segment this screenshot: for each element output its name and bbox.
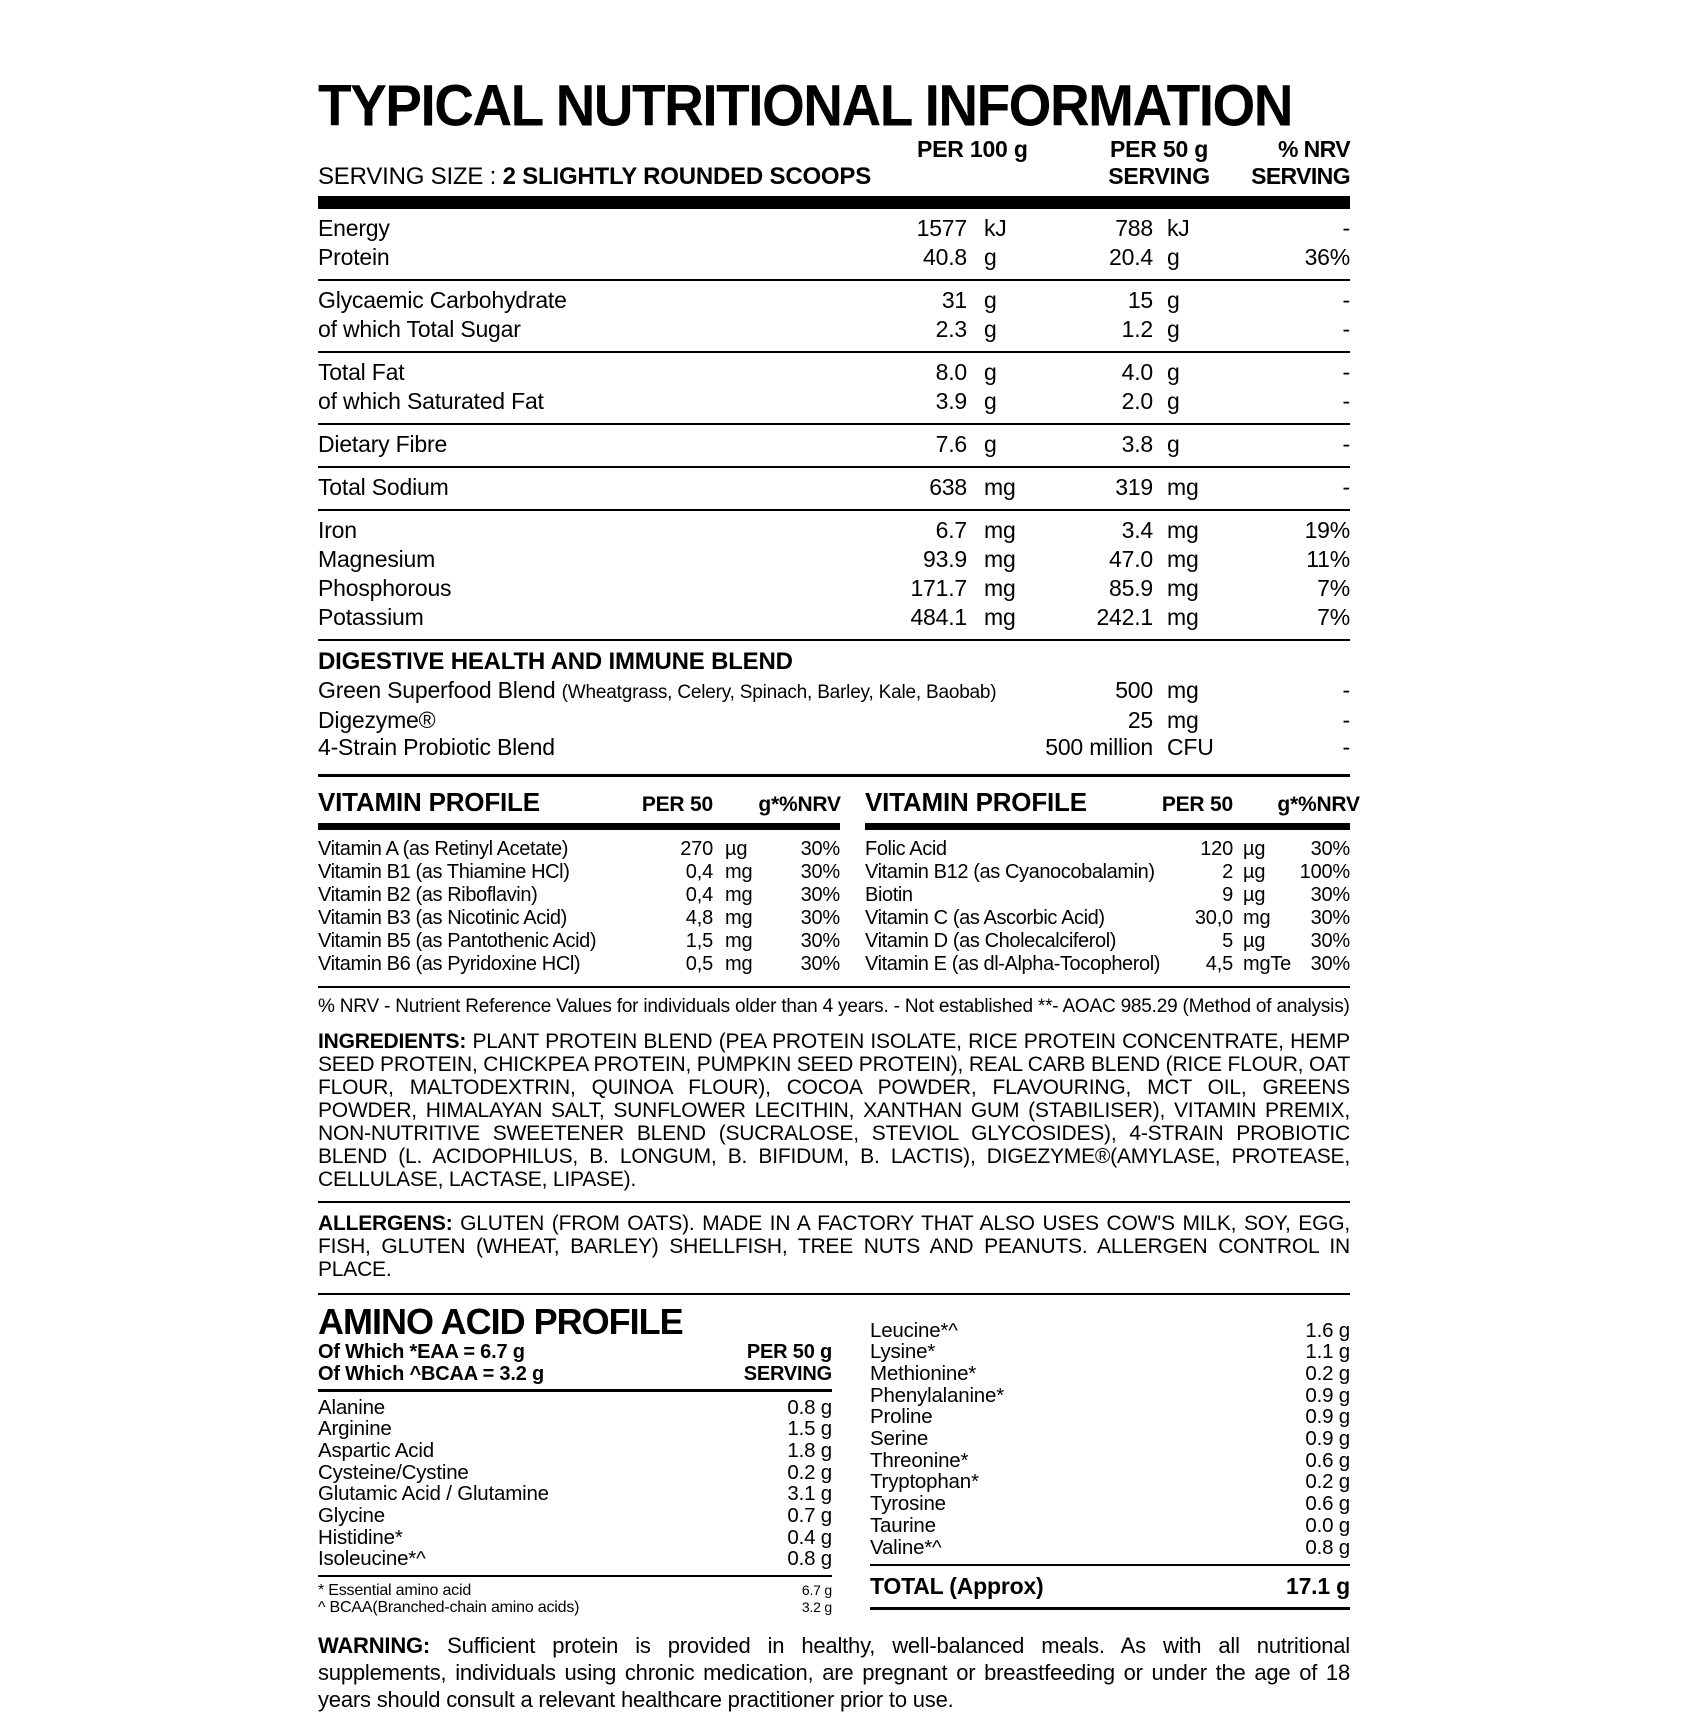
vitamin-name: Biotin [865, 883, 913, 906]
nrv-value: - [1342, 431, 1350, 457]
header-divider-bar [318, 196, 1350, 209]
eaa-line: Of Which *EAA = 6.7 g [318, 1340, 525, 1363]
vitamin-nrv: 30% [800, 883, 840, 906]
vitamin-name: Vitamin B2 (as Riboflavin) [318, 883, 538, 906]
amino-name: Tyrosine [870, 1492, 946, 1516]
amino-name: Lysine* [870, 1340, 936, 1364]
per50-value: 1.2 [1121, 316, 1153, 342]
vitamin-profile-section [318, 777, 1360, 988]
per50-value: 319 [1115, 474, 1153, 500]
vitamin-nrv: 30% [800, 837, 840, 860]
table-row [318, 358, 1350, 387]
nrv-value: - [1342, 734, 1350, 760]
vitamin-unit: mg [725, 952, 753, 975]
list-item [870, 1471, 1350, 1493]
vitamin-rows [865, 830, 1350, 976]
per50-unit: g [1167, 388, 1180, 414]
list-item [870, 1428, 1350, 1450]
per50-unit: mg [1167, 517, 1199, 543]
per50-value: 788 [1115, 215, 1153, 241]
vitamin-value: 9 [1222, 883, 1233, 906]
amino-value: 0.8 g [1305, 1535, 1350, 1559]
column-header-per-50g [1074, 136, 1245, 190]
vitamin-col-unit: g [758, 792, 771, 816]
column-header-per-100g: PER 100 g [916, 136, 1028, 162]
nutrient-name: Magnesium [318, 546, 436, 572]
allergens-text: GLUTEN (FROM OATS). MADE IN A FACTORY THAT ALSO USES COW'S MILK, SOY, EGG, FISH, GLUTEN (WHEAT, BARLEY) SHELLFISH, TREE NUTS AND PEANUTS. ALLERGEN CONTROL IN PLACE. [318, 1211, 1350, 1281]
per50-unit: g [1167, 431, 1180, 457]
nutrient-name: Iron [318, 517, 357, 543]
per100-unit: g [984, 244, 997, 270]
nrv-value: - [1342, 474, 1350, 500]
amino-value: 3.1 g [787, 1482, 832, 1506]
amino-value: 0.6 g [1305, 1448, 1350, 1472]
per50-unit: mg [1167, 604, 1199, 630]
table-row [865, 907, 1350, 930]
warning-paragraph [318, 1632, 1350, 1713]
vitamin-nrv: 30% [1310, 906, 1350, 929]
table-row [318, 315, 1350, 344]
vitamin-name: Vitamin B6 (as Pyridoxine HCl) [318, 952, 581, 975]
vitamin-nrv: 30% [1310, 952, 1350, 975]
nrv-footnote: % NRV - Nutrient Reference Values for individuals older than 4 years. - Not established **- AOAC 985.29 (Method of analysis) [318, 995, 1350, 1017]
amino-name: Tryptophan* [870, 1470, 979, 1494]
amino-name: Aspartic Acid [318, 1438, 434, 1462]
vitamin-nrv: 30% [1310, 883, 1350, 906]
table-row [865, 930, 1350, 953]
amino-subheader [318, 1341, 832, 1392]
per50-value: 500 [1115, 677, 1153, 703]
per50-unit: g [1167, 244, 1180, 270]
table-row [865, 884, 1350, 907]
per100-value: 7.6 [935, 431, 967, 457]
vitamin-profile-title: VITAMIN PROFILE [865, 786, 1087, 817]
per50-unit: mg [1167, 474, 1199, 500]
per100-value: 8.0 [935, 359, 967, 385]
table-row [318, 707, 1350, 735]
table-row [318, 907, 840, 930]
nrv-value: 11% [1306, 546, 1350, 572]
list-item [870, 1450, 1350, 1472]
amino-left-column [318, 1300, 832, 1617]
list-item [318, 1418, 832, 1440]
vitamin-value: 270 [680, 837, 713, 860]
nutrient-name: Glycaemic Carbohydrate [318, 287, 567, 313]
per50-unit: mg [1167, 706, 1199, 733]
per100-unit: g [984, 316, 997, 342]
nrv-value: - [1342, 287, 1350, 313]
list-item [870, 1406, 1350, 1428]
amino-value: 0.2 g [1305, 1361, 1350, 1385]
nrv-value: - [1342, 359, 1350, 385]
amino-col-header [744, 1341, 832, 1385]
amino-value: 1.8 g [787, 1438, 832, 1462]
vitamin-unit: µg [1243, 929, 1266, 952]
amino-value: 0.4 g [787, 1525, 832, 1549]
amino-name: Glutamic Acid / Glutamine [318, 1482, 549, 1506]
nrv-value: 7% [1317, 575, 1350, 601]
nrv-value: 36% [1304, 244, 1350, 270]
list-item [870, 1493, 1350, 1515]
amino-name: Leucine*^ [870, 1318, 958, 1342]
vitamin-nrv: 30% [1310, 929, 1350, 952]
amino-value: 0.7 g [787, 1504, 832, 1528]
vitamin-value: 0,5 [685, 952, 713, 975]
table-row [318, 545, 1350, 574]
table-row [318, 603, 1350, 632]
amino-name: Glycine [318, 1504, 385, 1528]
list-item [870, 1515, 1350, 1537]
serving-size [318, 163, 871, 190]
vitamin-unit: µg [1243, 860, 1266, 883]
vitamin-nrv: 30% [800, 860, 840, 883]
table-row [318, 430, 1350, 459]
vitamin-value: 4,5 [1205, 952, 1233, 975]
vitamin-unit: mg [1243, 906, 1271, 929]
vitamin-col-per50: PER 50 [641, 792, 713, 816]
per100-unit: g [984, 287, 997, 313]
vitamin-name: Vitamin E (as dl-Alpha-Tocopherol) [865, 952, 1161, 975]
vitamin-col-nrv: *%NRV [771, 792, 841, 816]
list-item [318, 1440, 832, 1462]
per100-value: 40.8 [923, 244, 967, 270]
per50-value: 3.8 [1121, 431, 1153, 457]
ingredient-name: 4-Strain Probiotic Blend [318, 734, 555, 760]
ingredients-text: PLANT PROTEIN BLEND (PEA PROTEIN ISOLATE, RICE PROTEIN CONCENTRATE, HEMP SEED PROTEIN, CHICKPEA PROTEIN, PUMPKIN SEED PROTEIN), REAL CARB BLEND (RICE FLOUR, OAT FLOUR, MALTODEXTRIN, QUINOA FLOUR), COCOA POWDER, FLAVOURING, MCT OIL, GREENS POWDER, HIMALAYAN SALT, SUNFLOWER LECITHIN, XANTHAN GUM (STABILISER), VITAMIN PREMIX, NON-NUTRITIVE SWEETENER BLEND (SUCRALOSE, STEVIOL GLYCOSIDES), 4-STRAIN PROBIOTIC BLEND (L. ACIDOPHILUS, B. LONGUM, B. BIFIDUM, B. LACTIS), DIGEZYME®(AMYLASE, PROTEASE, CELLULASE, LACTASE, LIPASE). [318, 1029, 1350, 1191]
vitamin-value: 5 [1222, 929, 1233, 952]
amino-rows [318, 1392, 832, 1571]
total-label: TOTAL (Approx) [870, 1573, 1044, 1600]
ingredient-name: Digezyme® [318, 706, 436, 733]
list-item [318, 1397, 832, 1419]
per100-value: 171.7 [910, 575, 967, 601]
nutrient-group-fat [318, 353, 1350, 425]
nutrient-name: Potassium [318, 604, 424, 630]
vitamin-value: 2 [1222, 860, 1233, 883]
nutrition-label [318, 72, 1360, 1713]
vitamin-unit: mg [725, 883, 753, 906]
amino-value: 0.8 g [787, 1547, 832, 1571]
nrv-value: - [1342, 388, 1350, 414]
amino-value: 1.1 g [1305, 1340, 1350, 1364]
amino-name: Phenylalanine* [870, 1383, 1004, 1407]
table-row [318, 884, 840, 907]
amino-name: Isoleucine*^ [318, 1547, 426, 1571]
list-item [870, 1341, 1350, 1363]
list-item [318, 1527, 832, 1549]
vitamin-nrv: 30% [800, 906, 840, 929]
table-row [318, 734, 1350, 762]
vitamin-col-per50: PER 50 [1161, 792, 1233, 816]
ingredient-name: Green Superfood Blend (Wheatgrass, Celery, Spinach, Barley, Kale, Baobab) [318, 677, 997, 703]
per50-unit: g [1167, 287, 1180, 313]
per100-value: 638 [929, 474, 967, 500]
per100-unit: g [984, 359, 997, 385]
column-header-nrv [1245, 136, 1351, 190]
list-item [870, 1320, 1350, 1342]
nrv-value: 19% [1304, 517, 1350, 543]
footnote-row [318, 1582, 832, 1599]
table-row [318, 861, 840, 884]
nrv-value: 7% [1317, 604, 1350, 630]
nutrient-group-carbohydrate [318, 281, 1350, 353]
vitamin-name: Vitamin B12 (as Cyanocobalamin) [865, 860, 1155, 883]
warning-text: Sufficient protein is provided in healthy, well-balanced meals. As with all nutritional supplements, individuals using chronic medication, are pregnant or breastfeeding or under the age of 18 years should consult a relevant healthcare practitioner prior to use. [318, 1633, 1350, 1713]
amino-name: Histidine* [318, 1525, 403, 1549]
amino-value: 0.6 g [1305, 1492, 1350, 1516]
table-row [318, 286, 1350, 315]
per50-value: 2.0 [1121, 388, 1153, 414]
per50-unit: mg [1167, 677, 1199, 703]
vitamin-nrv: 30% [800, 952, 840, 975]
vitamin-nrv: 30% [1310, 837, 1350, 860]
allergens-paragraph [318, 1212, 1350, 1281]
per100-value: 2.3 [935, 316, 967, 342]
per100-unit: mg [984, 604, 1016, 630]
list-item [318, 1483, 832, 1505]
allergens-label: ALLERGENS: [318, 1211, 453, 1235]
nutrient-name: Energy [318, 215, 390, 241]
vitamin-profile-title: VITAMIN PROFILE [318, 786, 540, 817]
vitamin-name: Vitamin B1 (as Thiamine HCl) [318, 860, 570, 883]
ingredients-paragraph [318, 1030, 1350, 1191]
vitamin-unit: mgTe [1243, 952, 1292, 975]
vitamin-value: 0,4 [685, 860, 713, 883]
nutrient-name: Total Sodium [318, 474, 449, 500]
vitamin-table-header [318, 787, 840, 830]
vitamin-value: 30,0 [1194, 906, 1233, 929]
table-row [318, 574, 1350, 603]
vitamin-unit: mg [725, 860, 753, 883]
vitamin-name: Folic Acid [865, 837, 947, 860]
nutrient-name: Total Fat [318, 359, 405, 385]
vitamin-table-left [318, 787, 840, 976]
vitamin-col-unit: g [1277, 792, 1290, 816]
vitamin-name: Vitamin C (as Ascorbic Acid) [865, 906, 1105, 929]
vitamin-unit: µg [1243, 883, 1266, 906]
per100-unit: g [984, 388, 997, 414]
digestive-blend-section [318, 641, 1350, 777]
footnote-value: 3.2 g [801, 1599, 832, 1616]
nrv-value: - [1342, 677, 1350, 703]
per50-unit: g [1167, 316, 1180, 342]
per100-value: 31 [941, 287, 967, 313]
vitamin-value: 1,5 [685, 929, 713, 952]
nrv-value: - [1342, 316, 1350, 342]
per50-value: 4.0 [1121, 359, 1153, 385]
nrv-line2: SERVING [1251, 163, 1350, 189]
table-row [865, 838, 1350, 861]
bcaa-line: Of Which ^BCAA = 3.2 g [318, 1362, 545, 1385]
per50-line2: SERVING [1108, 163, 1210, 189]
amino-total-row [870, 1564, 1350, 1610]
amino-name: Arginine [318, 1417, 392, 1441]
per50-unit: g [1167, 359, 1180, 385]
list-item [318, 1548, 832, 1570]
digestive-blend-heading: DIGESTIVE HEALTH AND IMMUNE BLEND [318, 648, 793, 675]
per50-value: 25 [1127, 706, 1153, 733]
vitamin-table-header [865, 786, 1360, 830]
ingredients-section [318, 1020, 1350, 1203]
table-row [865, 861, 1350, 884]
table-row [318, 838, 840, 861]
nrv-value: - [1342, 706, 1350, 733]
list-item [318, 1505, 832, 1527]
vitamin-name: Vitamin A (as Retinyl Acetate) [318, 837, 568, 860]
vitamin-unit: µg [725, 837, 748, 860]
ingredients-label: INGREDIENTS: [318, 1029, 467, 1053]
footnote-row [318, 1599, 832, 1616]
amino-value: 0.9 g [1305, 1383, 1350, 1407]
per100-value: 93.9 [923, 546, 967, 572]
amino-value: 1.5 g [787, 1417, 832, 1441]
per100-value: 6.7 [935, 517, 967, 543]
vitamin-name: Vitamin D (as Cholecalciferol) [865, 929, 1117, 952]
nrv-line1: % NRV [1278, 136, 1350, 162]
nrv-value: - [1342, 215, 1350, 241]
vitamin-nrv: 30% [800, 929, 840, 952]
nutrient-name: of which Total Sugar [318, 316, 521, 342]
amino-name: Valine*^ [870, 1535, 942, 1559]
vitamin-rows [318, 830, 840, 976]
per100-unit: g [984, 431, 997, 457]
per50-value: 3.4 [1121, 517, 1153, 543]
ingredient-detail: (Wheatgrass, Celery, Spinach, Barley, Kale, Baobab) [561, 682, 997, 703]
list-item [870, 1363, 1350, 1385]
per100-unit: mg [984, 474, 1016, 500]
nutrient-name: Protein [318, 244, 390, 270]
column-headers [318, 136, 1350, 190]
table-row [318, 243, 1350, 272]
total-value: 17.1 g [1285, 1573, 1350, 1600]
per50-line1: PER 50 g [746, 1340, 832, 1363]
amino-value: 1.6 g [1305, 1318, 1350, 1342]
per50-line2: SERVING [743, 1362, 832, 1385]
amino-footnotes [318, 1575, 832, 1616]
vitamin-unit: mg [725, 906, 753, 929]
nutrient-group-minerals [318, 511, 1350, 641]
vitamin-unit: µg [1243, 837, 1266, 860]
vitamin-name: Vitamin B5 (as Pantothenic Acid) [318, 929, 597, 952]
per50-value: 85.9 [1109, 575, 1153, 601]
per50-value: 47.0 [1109, 546, 1153, 572]
list-item [870, 1385, 1350, 1407]
nutrient-group-energy [318, 209, 1350, 281]
per50-unit: kJ [1167, 215, 1190, 241]
vitamin-name: Vitamin B3 (as Nicotinic Acid) [318, 906, 567, 929]
per50-value: 242.1 [1096, 604, 1153, 630]
per50-value: 20.4 [1109, 244, 1153, 270]
vitamin-table-right [865, 786, 1360, 976]
per50-unit: CFU [1167, 734, 1214, 760]
table-row [318, 473, 1350, 502]
table-row [318, 930, 840, 953]
amino-name: Taurine [870, 1513, 936, 1537]
table-row [318, 516, 1350, 545]
amino-name: Proline [870, 1405, 933, 1429]
nutrient-name: of which Saturated Fat [318, 388, 544, 414]
nutrient-group-fibre [318, 425, 1350, 468]
table-row [318, 677, 1350, 707]
table-row [865, 953, 1350, 976]
per100-unit: mg [984, 517, 1016, 543]
footnote-value: 6.7 g [801, 1582, 832, 1599]
per50-line1: PER 50 g [1110, 136, 1209, 162]
serving-size-label: SERVING SIZE : [318, 163, 497, 190]
table-row [318, 214, 1350, 243]
table-row [318, 387, 1350, 416]
allergens-section [318, 1203, 1350, 1295]
vitamin-unit: mg [725, 929, 753, 952]
vitamin-value: 120 [1200, 837, 1233, 860]
per100-value: 484.1 [910, 604, 967, 630]
amino-acid-section [318, 1300, 1350, 1617]
footnote-text: * Essential amino acid [318, 1582, 472, 1600]
amino-value: 0.2 g [1305, 1470, 1350, 1494]
page-title: TYPICAL NUTRITIONAL INFORMATION [318, 72, 1293, 139]
footnote-text: ^ BCAA(Branched-chain amino acids) [318, 1599, 580, 1617]
vitamin-col-nrv: *%NRV [1290, 792, 1360, 816]
per50-value: 500 million [1045, 734, 1153, 760]
amino-value: 0.9 g [1305, 1427, 1350, 1451]
amino-of-which [318, 1341, 744, 1385]
vitamin-value: 4,8 [685, 906, 713, 929]
per100-value: 1577 [916, 215, 967, 241]
amino-name: Serine [870, 1427, 929, 1451]
per50-value: 15 [1127, 287, 1153, 313]
per100-unit: mg [984, 546, 1016, 572]
warning-label: WARNING: [318, 1633, 431, 1659]
per50-unit: mg [1167, 575, 1199, 601]
amino-value: 0.9 g [1305, 1405, 1350, 1429]
vitamin-nrv: 100% [1299, 860, 1350, 883]
amino-value: 0.8 g [787, 1395, 832, 1419]
per100-unit: mg [984, 575, 1016, 601]
amino-name: Methionine* [870, 1361, 977, 1385]
per100-value: 3.9 [935, 388, 967, 414]
table-row [318, 953, 840, 976]
list-item [318, 1462, 832, 1484]
amino-value: 0.2 g [787, 1460, 832, 1484]
nutrient-group-sodium [318, 468, 1350, 511]
amino-name: Threonine* [870, 1448, 969, 1472]
amino-name: Alanine [318, 1395, 385, 1419]
vitamin-value: 0,4 [685, 883, 713, 906]
amino-name: Cysteine/Cystine [318, 1460, 469, 1484]
amino-acid-title: AMINO ACID PROFILE [318, 1300, 683, 1342]
amino-value: 0.0 g [1305, 1513, 1350, 1537]
nutrient-name: Dietary Fibre [318, 431, 448, 457]
list-item [870, 1537, 1350, 1559]
serving-size-value: 2 SLIGHTLY ROUNDED SCOOPS [502, 163, 872, 190]
per100-unit: kJ [984, 215, 1007, 241]
per50-unit: mg [1167, 546, 1199, 572]
nutrient-name: Phosphorous [318, 575, 452, 601]
amino-right-column [870, 1303, 1350, 1617]
